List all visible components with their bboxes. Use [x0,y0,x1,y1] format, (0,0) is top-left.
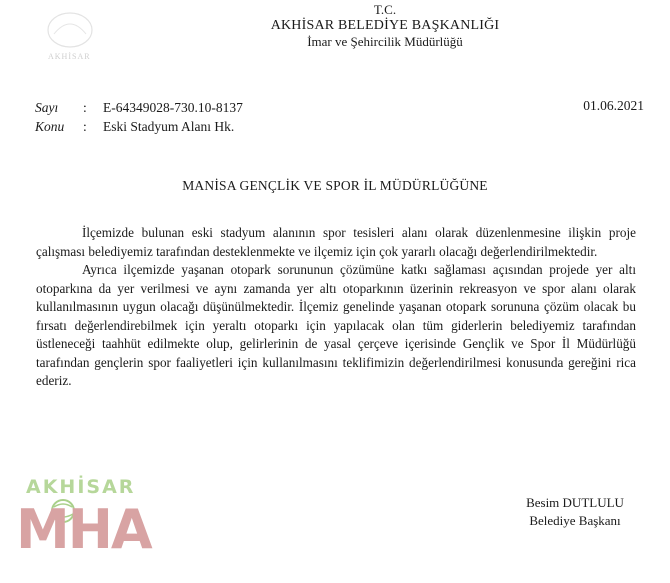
konu-row [35,117,243,136]
watermark-main-text: MHA [16,498,151,561]
signatory-title: Belediye Başkanı [529,513,621,528]
konu-colon: : [83,119,87,134]
header-organization: AKHİSAR BELEDİYE BAŞKANLIĞI [270,18,500,33]
konu-value: Eski Stadyum Alanı Hk. [103,119,235,134]
signature-block [490,494,660,530]
signatory-name: Besim DUTLULU [526,495,624,510]
watermark-top-text: AKHİSAR [26,476,136,498]
sayi-row [35,98,243,117]
sayi-label: Sayı [35,100,59,115]
stamp-text: AKHİSAR [48,52,91,61]
recipient-heading: MANİSA GENÇLİK VE SPOR İL MÜDÜRLÜĞÜNE [182,178,488,193]
konu-label: Konu [35,119,65,134]
letter-date: 01.06.2021 [583,98,644,113]
sayi-colon: : [83,100,87,115]
body-paragraph-1: İlçemizde bulunan eski stadyum alanının spor tesisleri alanı olarak düzenlenmesine ilişkin proje çalışması belediyemiz tarafından desteklenmekte ve ilçemiz için çok yararlı olacağı değerlendirilmektedir. [36,225,636,259]
header-tc: T.C. [373,2,397,17]
letter-meta [35,98,243,136]
sayi-value: E-64349028-730.10-8137 [103,100,243,115]
mha-watermark-logo [12,476,177,576]
body-paragraph-2: Ayrıca ilçemizde yaşanan otopark sorununun çözümüne katkı sağlaması açısından projede yer altı otoparkına da yer verilmesi ve aynı zamanda yer altı otoparkının üzerinin rekreasyon ve spor alanı olarak kullanılmasının uygun olacağı düşünülmektedir. İlçemiz genelinde yaşanan otopark sorununa çözüm olacak bu fırsatı değerlendirebilmek için yeraltı otoparkı için yapılacak olan tüm giderlerin belediyemiz tarafından üstleneceği taahhüt edilmekte olup, gelirlerinin de yasal çerçeve içerisinde Gençlik ve Spor İl Müdürlüğü tarafından gençlerin spor faaliyetleri için kullanılmasını teklifimizin değerlendirilmesi konusunda gereğini rica ederiz. [36,262,636,388]
header-department: İmar ve Şehircilik Müdürlüğü [307,34,463,49]
letter-header [0,2,670,50]
letter-body [36,224,636,391]
